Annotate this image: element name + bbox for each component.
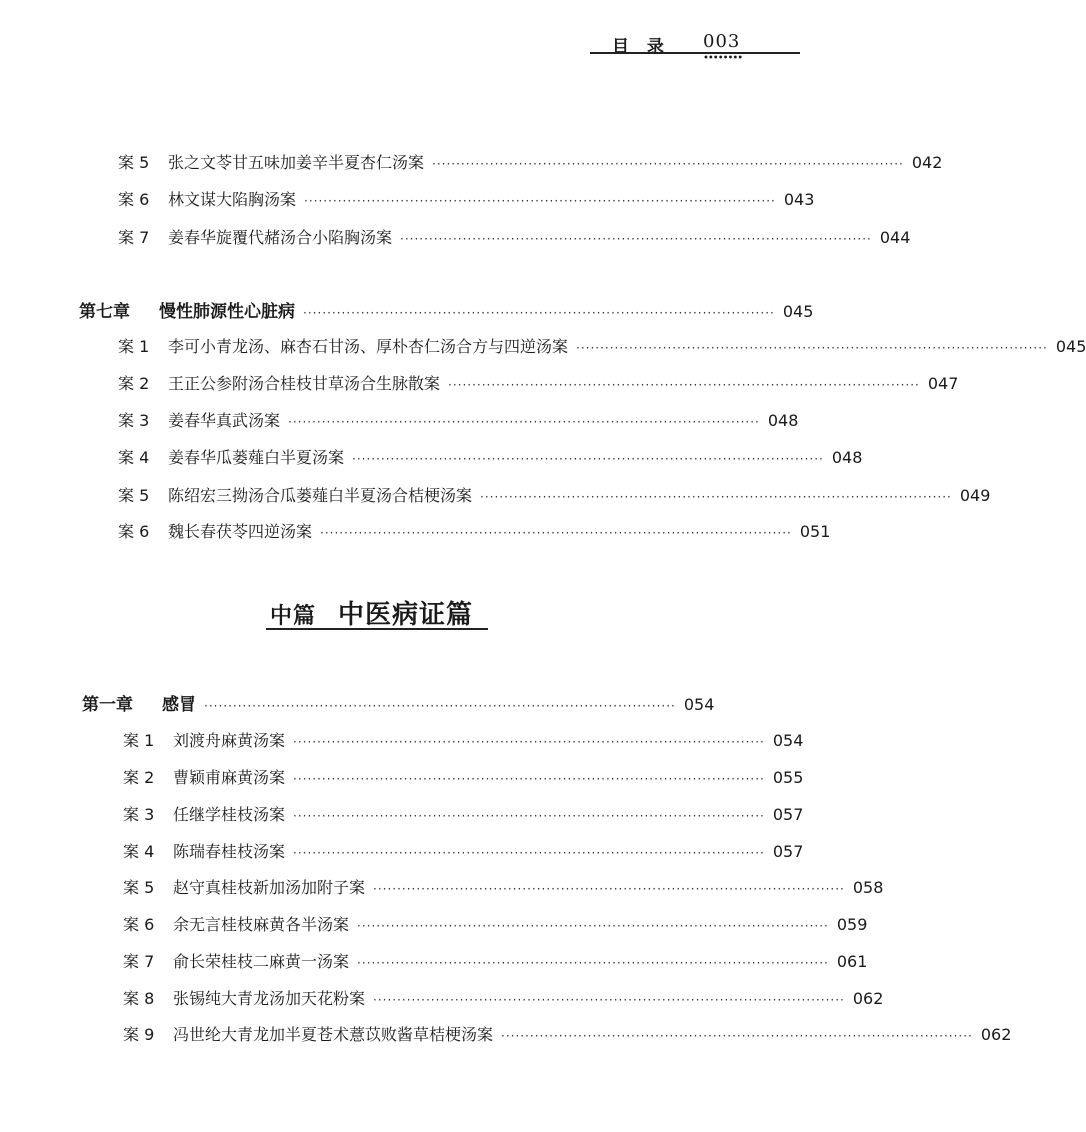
chapter-number: 第七章 (79, 302, 130, 322)
chapter-number: 第一章 (82, 695, 133, 715)
toc-entry (118, 519, 831, 542)
case-title: 姜春华瓜蒌薤白半夏汤案 (168, 448, 345, 467)
case-title: 王正公参附汤合桂枝甘草汤合生脉散案 (168, 374, 441, 393)
header-dots: •••••••• (703, 53, 743, 64)
dot-leader: ·································································································· (448, 378, 920, 392)
page-number: 061 (836, 952, 868, 971)
case-title: 任继学桂枝汤案 (173, 805, 286, 824)
page-number: 045 (1055, 337, 1086, 356)
case-number: 案 4 (123, 842, 155, 861)
header-title: 目 录 (612, 37, 670, 57)
toc-entry (123, 949, 868, 972)
dot-leader: ·································································································· (400, 232, 872, 246)
page-number: 054 (683, 695, 715, 714)
page-number: 054 (772, 731, 804, 750)
dot-leader: ·································································································· (357, 919, 829, 933)
case-title: 陈绍宏三拗汤合瓜蒌薤白半夏汤合桔梗汤案 (168, 486, 473, 505)
page-number: 057 (772, 842, 804, 861)
chapter-heading (79, 297, 814, 322)
toc-entry (118, 483, 991, 506)
case-title: 刘渡舟麻黄汤案 (173, 731, 286, 750)
page-number: 058 (852, 878, 884, 897)
case-number: 案 6 (118, 522, 150, 541)
case-number: 案 6 (118, 190, 150, 209)
page-number: 051 (799, 522, 831, 541)
dot-leader: ·································································································· (293, 846, 765, 860)
case-title: 赵守真桂枝新加汤加附子案 (173, 878, 366, 897)
section-part: 中篇 (270, 604, 317, 629)
header-page-number: 003 (703, 31, 741, 52)
chapter-heading (82, 690, 715, 715)
case-title: 魏长春茯苓四逆汤案 (168, 522, 313, 541)
case-number: 案 2 (118, 374, 150, 393)
case-number: 案 5 (118, 486, 150, 505)
dot-leader: ·································································································· (304, 194, 776, 208)
dot-leader: ·································································································· (288, 415, 760, 429)
case-number: 案 8 (123, 989, 155, 1008)
case-number: 案 2 (123, 768, 155, 787)
page-number: 045 (782, 302, 814, 321)
page-number: 048 (767, 411, 799, 430)
case-number: 案 5 (118, 153, 150, 172)
case-number: 案 3 (123, 805, 155, 824)
dot-leader: ·································································································· (352, 452, 824, 466)
toc-entry (123, 765, 804, 788)
header-rule (590, 52, 800, 54)
dot-leader: ·································································································· (480, 490, 952, 504)
case-title: 冯世纶大青龙加半夏苍术薏苡败酱草桔梗汤案 (173, 1025, 494, 1044)
toc-entry (118, 187, 815, 210)
toc-entry (118, 334, 1086, 357)
dot-leader: ·································································································· (432, 157, 904, 171)
running-header (590, 30, 800, 64)
case-title: 曹颖甫麻黄汤案 (173, 768, 286, 787)
dot-leader: ·································································································· (373, 993, 845, 1007)
case-number: 案 3 (118, 411, 150, 430)
case-number: 案 7 (123, 952, 155, 971)
page-number: 062 (980, 1025, 1012, 1044)
toc-entry (118, 150, 943, 173)
dot-leader: ·································································································· (320, 526, 792, 540)
case-number: 案 4 (118, 448, 150, 467)
page-number: 048 (831, 448, 863, 467)
section-underline (266, 628, 488, 630)
case-title: 林文谋大陷胸汤案 (168, 190, 297, 209)
toc-entry (123, 839, 804, 862)
page-number: 049 (959, 486, 991, 505)
page-number: 044 (879, 228, 911, 247)
section-title: 中医病证篇 (338, 600, 474, 630)
case-number: 案 6 (123, 915, 155, 934)
toc-entry (123, 728, 804, 751)
dot-leader: ·································································································· (501, 1029, 973, 1043)
case-title: 张之文苓甘五味加姜辛半夏杏仁汤案 (168, 153, 425, 172)
case-title: 张锡纯大青龙汤加天花粉案 (173, 989, 366, 1008)
page-number: 047 (927, 374, 959, 393)
dot-leader: ·································································································· (293, 772, 765, 786)
page-number: 059 (836, 915, 868, 934)
toc-entry (123, 802, 804, 825)
chapter-title: 感冒 (162, 695, 196, 715)
dot-leader: ·································································································· (357, 956, 829, 970)
toc-entry (123, 986, 884, 1009)
dot-leader: ·································································································· (373, 882, 845, 896)
case-number: 案 9 (123, 1025, 155, 1044)
page-number: 043 (783, 190, 815, 209)
page-number: 062 (852, 989, 884, 1008)
toc-entry (123, 912, 868, 935)
toc-entry (123, 875, 884, 898)
case-title: 姜春华旋覆代赭汤合小陷胸汤案 (168, 228, 393, 247)
dot-leader: ·································································································· (293, 809, 765, 823)
section-heading (270, 594, 473, 631)
page-number: 042 (911, 153, 943, 172)
case-title: 余无言桂枝麻黄各半汤案 (173, 915, 350, 934)
toc-entry (123, 1022, 1012, 1045)
page-number: 055 (772, 768, 804, 787)
case-title: 俞长荣桂枝二麻黄一汤案 (173, 952, 350, 971)
dot-leader: ·································································································· (204, 699, 676, 713)
toc-entry (118, 408, 799, 431)
case-title: 李可小青龙汤、麻杏石甘汤、厚朴杏仁汤合方与四逆汤案 (168, 337, 569, 356)
chapter-title: 慢性肺源性心脏病 (159, 302, 295, 322)
dot-leader: ·································································································· (293, 735, 765, 749)
dot-leader: ·································································································· (576, 341, 1048, 355)
case-number: 案 5 (123, 878, 155, 897)
toc-entry (118, 371, 959, 394)
case-title: 姜春华真武汤案 (168, 411, 281, 430)
case-number: 案 7 (118, 228, 150, 247)
toc-entry (118, 445, 863, 468)
case-number: 案 1 (123, 731, 155, 750)
case-number: 案 1 (118, 337, 150, 356)
toc-entry (118, 225, 911, 248)
page-number: 057 (772, 805, 804, 824)
dot-leader: ·································································································· (303, 306, 775, 320)
case-title: 陈瑞春桂枝汤案 (173, 842, 286, 861)
